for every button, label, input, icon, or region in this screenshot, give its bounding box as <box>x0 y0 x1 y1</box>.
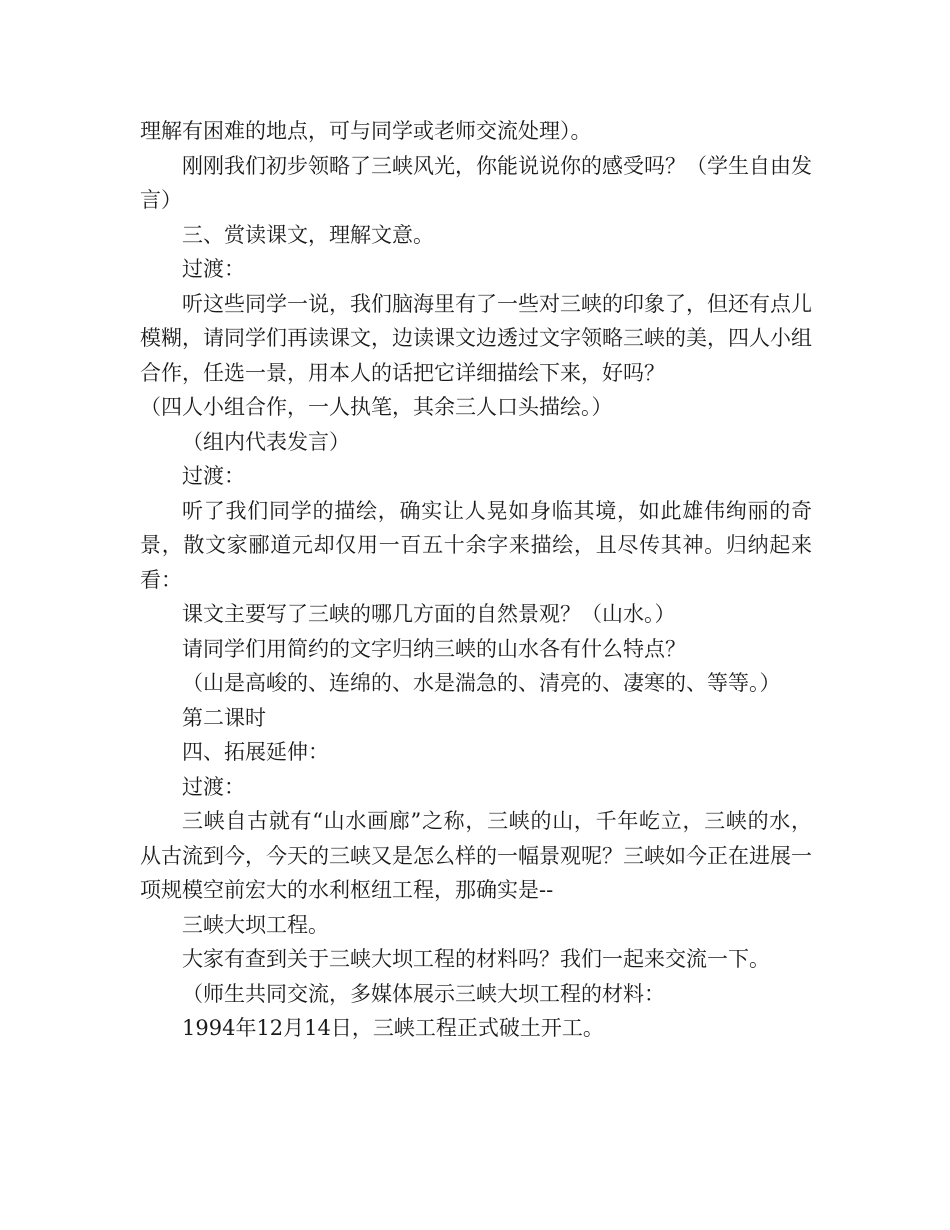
paragraph-2: 刚刚我们初步领略了三峡风光，你能说说你的感受吗？（学生自由发言） <box>140 153 812 212</box>
section-heading-3: 三、赏读课文，理解文意。 <box>182 222 434 247</box>
paragraph-17: 三峡大坝工程。 <box>182 912 329 937</box>
paragraph-1: 理解有困难的地点，可与同学或老师交流处理）。 <box>140 119 592 143</box>
paragraph-11: 请同学们用简约的文字归纳三峡的山水各有什么特点？ <box>182 636 686 661</box>
paragraph-6: （四人小组合作，一人执笔，其余三人口头描绘。） <box>140 395 613 419</box>
paragraph-20: 1994年12月14日，三峡工程正式破土开工。 <box>182 1016 604 1040</box>
paragraph-16: 三峡自古就有“山水画廊”之称，三峡的山，千年屹立，三峡的水，从古流到今，今天的三峡又是怎么样的一幅景观呢？三峡如今正在进展一项规模空前宏大的水利枢纽工程，那确实是-- <box>140 809 812 902</box>
paragraph-12: （山是高峻的、连绵的、水是湍急的、清亮的、凄寒的、等等。） <box>182 671 781 695</box>
paragraph-7: （组内代表发言） <box>182 429 350 454</box>
paragraph-18: 大家有查到关于三峡大坝工程的材料吗？我们一起来交流一下。 <box>182 947 770 971</box>
transition-label-2: 过渡： <box>182 464 245 488</box>
lesson-heading: 第二课时 <box>182 705 266 730</box>
section-heading-4: 四、拓展延伸： <box>182 740 329 764</box>
document-page <box>140 114 812 1046</box>
transition-label-3: 过渡： <box>182 774 245 799</box>
paragraph-5: 听这些同学一说，我们脑海里有了一些对三峡的印象了，但还有点儿模糊，请同学们再读课文，边读课文边透过文字领略三峡的美，四人小组合作，任选一景，用本人的话把它详细描绘下来，好吗？ <box>140 291 812 385</box>
paragraph-19: （师生共同交流，多媒体展示三峡大坝工程的材料： <box>182 981 665 1006</box>
paragraph-10: 课文主要写了三峡的哪几方面的自然景观？（山水。） <box>182 602 676 626</box>
transition-label-1: 过渡： <box>182 257 245 281</box>
paragraph-9: 听了我们同学的描绘，确实让人晃如身临其境，如此雄伟绚丽的奇景，散文家郦道元却仅用一百五十余字来描绘，且尽传其神。归纳起来看： <box>140 498 812 592</box>
